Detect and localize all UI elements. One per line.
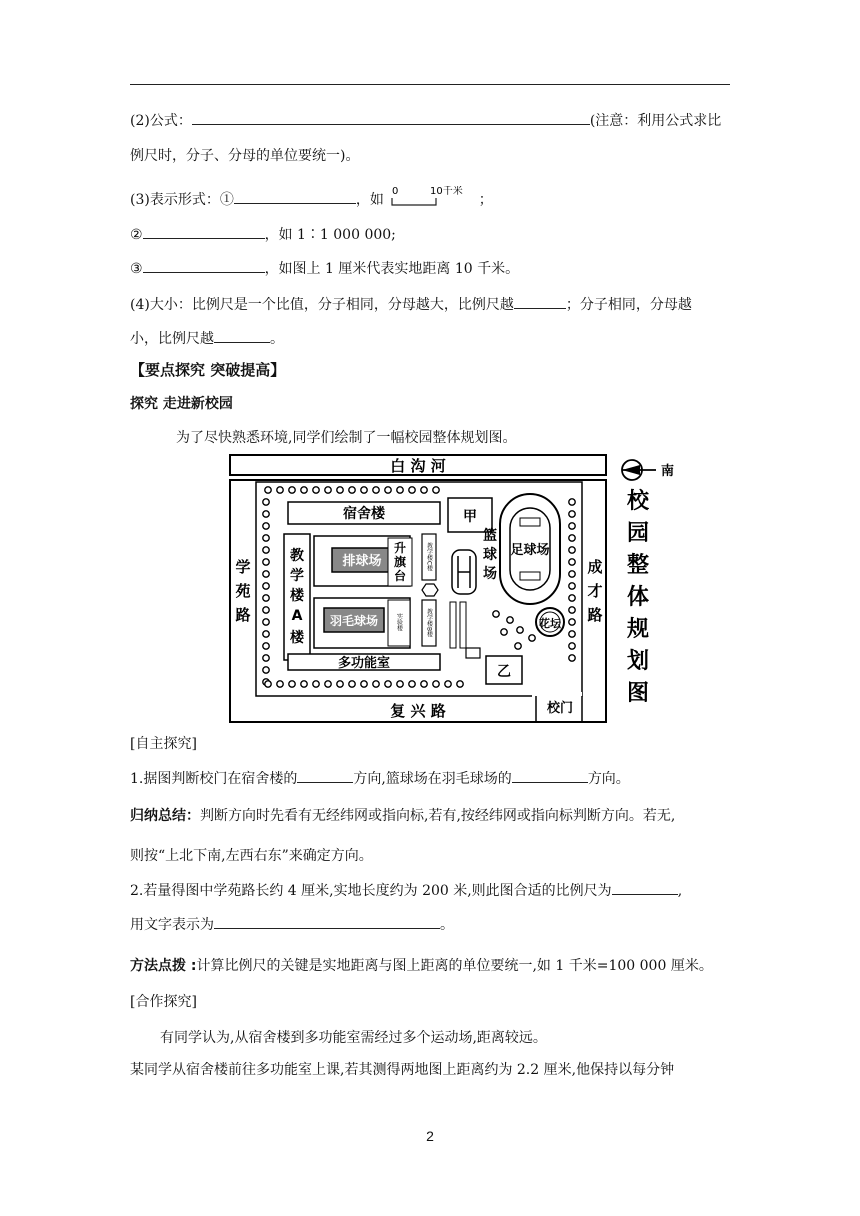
- svg-text:教: 教: [290, 548, 304, 564]
- tree-dot: [569, 655, 575, 661]
- explore-title: 探究 走进新校园: [130, 396, 233, 412]
- q2-blank-2[interactable]: [214, 914, 440, 929]
- tree-dot: [569, 535, 575, 541]
- scale-zero-label: 0: [392, 186, 399, 197]
- line-scale-example: [388, 186, 474, 210]
- tree-dot: [373, 487, 379, 493]
- self-explore-label: [自主探究]: [130, 736, 197, 752]
- svg-text:多功能室: 多功能室: [337, 656, 391, 671]
- tree-dot: [263, 571, 269, 577]
- tree-dot: [337, 681, 343, 687]
- svg-text:路: 路: [235, 606, 251, 624]
- forms-line-2: ② ，如 1∶1 000 000;: [130, 224, 396, 245]
- road-bottom-label: 复 兴 路: [390, 702, 446, 720]
- tree-dot: [445, 681, 451, 687]
- road-left-label: [235, 558, 250, 624]
- tree-dot: [349, 681, 355, 687]
- tree-dot: [397, 487, 403, 493]
- forms-blank-1[interactable]: [234, 189, 356, 204]
- tree-dot: [385, 487, 391, 493]
- svg-text:苑: 苑: [235, 582, 251, 600]
- tree-dot: [263, 595, 269, 601]
- tree-dot: [263, 631, 269, 637]
- svg-text:球: 球: [483, 547, 497, 563]
- svg-text:才: 才: [587, 582, 603, 600]
- svg-text:体: 体: [626, 585, 650, 610]
- map-title: [626, 488, 650, 706]
- tree-dot: [457, 681, 463, 687]
- svg-text:学: 学: [235, 558, 251, 576]
- tree-dot: [569, 523, 575, 529]
- svg-text:成: 成: [587, 558, 603, 576]
- tree-dot: [263, 511, 269, 517]
- tree-dot: [421, 487, 427, 493]
- tree-dot: [263, 547, 269, 553]
- svg-text:台: 台: [393, 569, 407, 583]
- forms-line-1: (3)表示形式：① ，如 0 10千米 ；: [130, 186, 493, 208]
- tree-dot: [409, 681, 415, 687]
- river-label: 白 沟 河: [390, 457, 446, 475]
- tree-dot: [263, 499, 269, 505]
- tree-dot: [569, 511, 575, 517]
- question-2: 2.若量得图中学苑路长约 4 厘米,实地长度约为 200 米,则此图合适的比例尺为 ,: [130, 880, 682, 901]
- method-tip: 方法点拨 :计算比例尺的关键是实地距离与图上距离的单位要统一,如 1 千米=100 000 厘米。: [130, 958, 713, 974]
- tree-dot: [501, 629, 507, 635]
- compass-south-label: 南: [661, 464, 675, 479]
- paragraph-1: 有同学认为,从宿舍楼到多功能室需经过多个运动场,距离较远。: [160, 1030, 547, 1046]
- summary-line-2: 则按“上北下南,左西右东”来确定方向。: [130, 848, 373, 864]
- tree-dot: [263, 643, 269, 649]
- tree-dot: [263, 655, 269, 661]
- tree-dot: [325, 487, 331, 493]
- svg-text:篮: 篮: [483, 528, 497, 544]
- intro-text: 为了尽快熟悉环境,同学们绘制了一幅校园整体规划图。: [176, 430, 517, 446]
- tree-dot: [569, 595, 575, 601]
- school-gate-label: 校门: [546, 701, 574, 716]
- tree-dot: [263, 535, 269, 541]
- size-blank-2[interactable]: [214, 328, 270, 343]
- svg-text:排球场: 排球场: [342, 554, 382, 569]
- tree-dot: [569, 559, 575, 565]
- tree-dot: [263, 583, 269, 589]
- tree-dot: [409, 487, 415, 493]
- tree-dot: [313, 681, 319, 687]
- q2-blank-1[interactable]: [612, 880, 678, 895]
- tree-dot: [265, 681, 271, 687]
- svg-text:教学楼B楼: 教学楼B楼: [425, 608, 433, 638]
- svg-text:教学楼C楼: 教学楼C楼: [425, 542, 433, 572]
- tree-dot: [493, 611, 499, 617]
- formula-line: (2)公式： (注意：利用公式求比: [130, 110, 721, 131]
- tree-dot: [263, 523, 269, 529]
- forms-line-3: ③ ，如图上 1 厘米代表实地距离 10 千米。: [130, 258, 519, 279]
- svg-text:A: A: [291, 608, 303, 624]
- tree-dot: [433, 487, 439, 493]
- tree-dot: [433, 681, 439, 687]
- tree-dot: [569, 643, 575, 649]
- tree-dot: [301, 487, 307, 493]
- svg-text:足球场: 足球场: [510, 543, 550, 558]
- tree-dot: [569, 571, 575, 577]
- size-blank-1[interactable]: [514, 294, 566, 309]
- svg-text:甲: 甲: [463, 509, 477, 525]
- tree-dot: [277, 681, 283, 687]
- paragraph-2: 某同学从宿舍楼前往多功能室上课,若其测得两地图上距离约为 2.2 厘米,他保持以每分钟: [130, 1062, 675, 1078]
- scale-bar: [392, 198, 436, 205]
- tree-dot: [385, 681, 391, 687]
- tree-dot: [289, 681, 295, 687]
- tree-dot: [569, 499, 575, 505]
- tree-dot: [313, 487, 319, 493]
- tree-dot: [325, 681, 331, 687]
- tree-dot: [507, 617, 513, 623]
- tree-dot: [361, 681, 367, 687]
- svg-text:整: 整: [626, 553, 650, 578]
- formula-line-cont: 例尺时，分子、分母的单位要统一)。: [130, 148, 360, 164]
- header-rule: [130, 84, 730, 85]
- tree-dot: [361, 487, 367, 493]
- tree-dot: [517, 627, 523, 633]
- tree-dot: [263, 667, 269, 673]
- formula-blank[interactable]: [192, 110, 590, 125]
- tree-dot: [265, 487, 271, 493]
- page-number: 2: [426, 1128, 434, 1144]
- svg-text:实验楼: 实验楼: [395, 613, 403, 631]
- svg-text:园: 园: [626, 521, 650, 546]
- svg-text:楼: 楼: [290, 630, 304, 646]
- tree-dot: [301, 681, 307, 687]
- question-2-line-2: 用文字表示为 。: [130, 914, 454, 935]
- tree-dot: [263, 607, 269, 613]
- tree-dot: [569, 619, 575, 625]
- svg-text:旗: 旗: [393, 555, 407, 569]
- tree-dot: [421, 681, 427, 687]
- coop-label: [合作探究]: [130, 994, 197, 1010]
- campus-plan-map: [228, 452, 680, 726]
- q1-blank-1[interactable]: [297, 768, 353, 783]
- svg-text:路: 路: [587, 606, 603, 624]
- tree-dot: [337, 487, 343, 493]
- svg-text:划: 划: [626, 649, 650, 674]
- road-right-label: [587, 558, 602, 624]
- tree-dot: [397, 681, 403, 687]
- svg-text:羽毛球场: 羽毛球场: [329, 614, 379, 628]
- size-line-1: (4)大小：比例尺是一个比值，分子相同，分母越大，比例尺越 ；分子相同，分母越: [130, 294, 692, 315]
- tree-dot: [289, 487, 295, 493]
- tree-dot: [349, 487, 355, 493]
- svg-text:规: 规: [626, 617, 650, 642]
- tree-dot: [277, 487, 283, 493]
- tree-dot: [263, 559, 269, 565]
- svg-text:图: 图: [626, 681, 650, 706]
- svg-text:场: 场: [483, 566, 497, 582]
- size-line-2: 小，比例尺越 。: [130, 328, 284, 349]
- svg-text:校: 校: [626, 489, 650, 514]
- tree-dot: [569, 547, 575, 553]
- q1-blank-2[interactable]: [512, 768, 588, 783]
- tree-dot: [529, 635, 535, 641]
- forms-blank-3[interactable]: [143, 258, 265, 273]
- compass-arrow-icon: [622, 460, 656, 480]
- tree-dot: [373, 681, 379, 687]
- section-title: 【要点探究 突破提高】: [130, 361, 286, 379]
- svg-text:楼: 楼: [290, 588, 304, 604]
- question-1: 1.据图判断校门在宿舍楼的 方向,篮球场在羽毛球场的 方向。: [130, 768, 630, 789]
- scale-ten-label: 10千米: [430, 186, 464, 197]
- svg-text:宿舍楼: 宿舍楼: [343, 506, 385, 522]
- svg-text:学: 学: [290, 568, 304, 584]
- svg-text:花坛: 花坛: [539, 617, 561, 630]
- tree-dot: [515, 643, 521, 649]
- tree-dot: [569, 631, 575, 637]
- tree-dot: [569, 583, 575, 589]
- tree-dot: [263, 619, 269, 625]
- tree-dot: [569, 607, 575, 613]
- forms-blank-2[interactable]: [143, 224, 265, 239]
- svg-text:乙: 乙: [497, 664, 511, 680]
- summary-line-1: 归纳总结：判断方向时先看有无经纬网或指向标,若有,按经纬网或指向标判断方向。若无,: [130, 808, 676, 824]
- svg-text:升: 升: [393, 541, 407, 555]
